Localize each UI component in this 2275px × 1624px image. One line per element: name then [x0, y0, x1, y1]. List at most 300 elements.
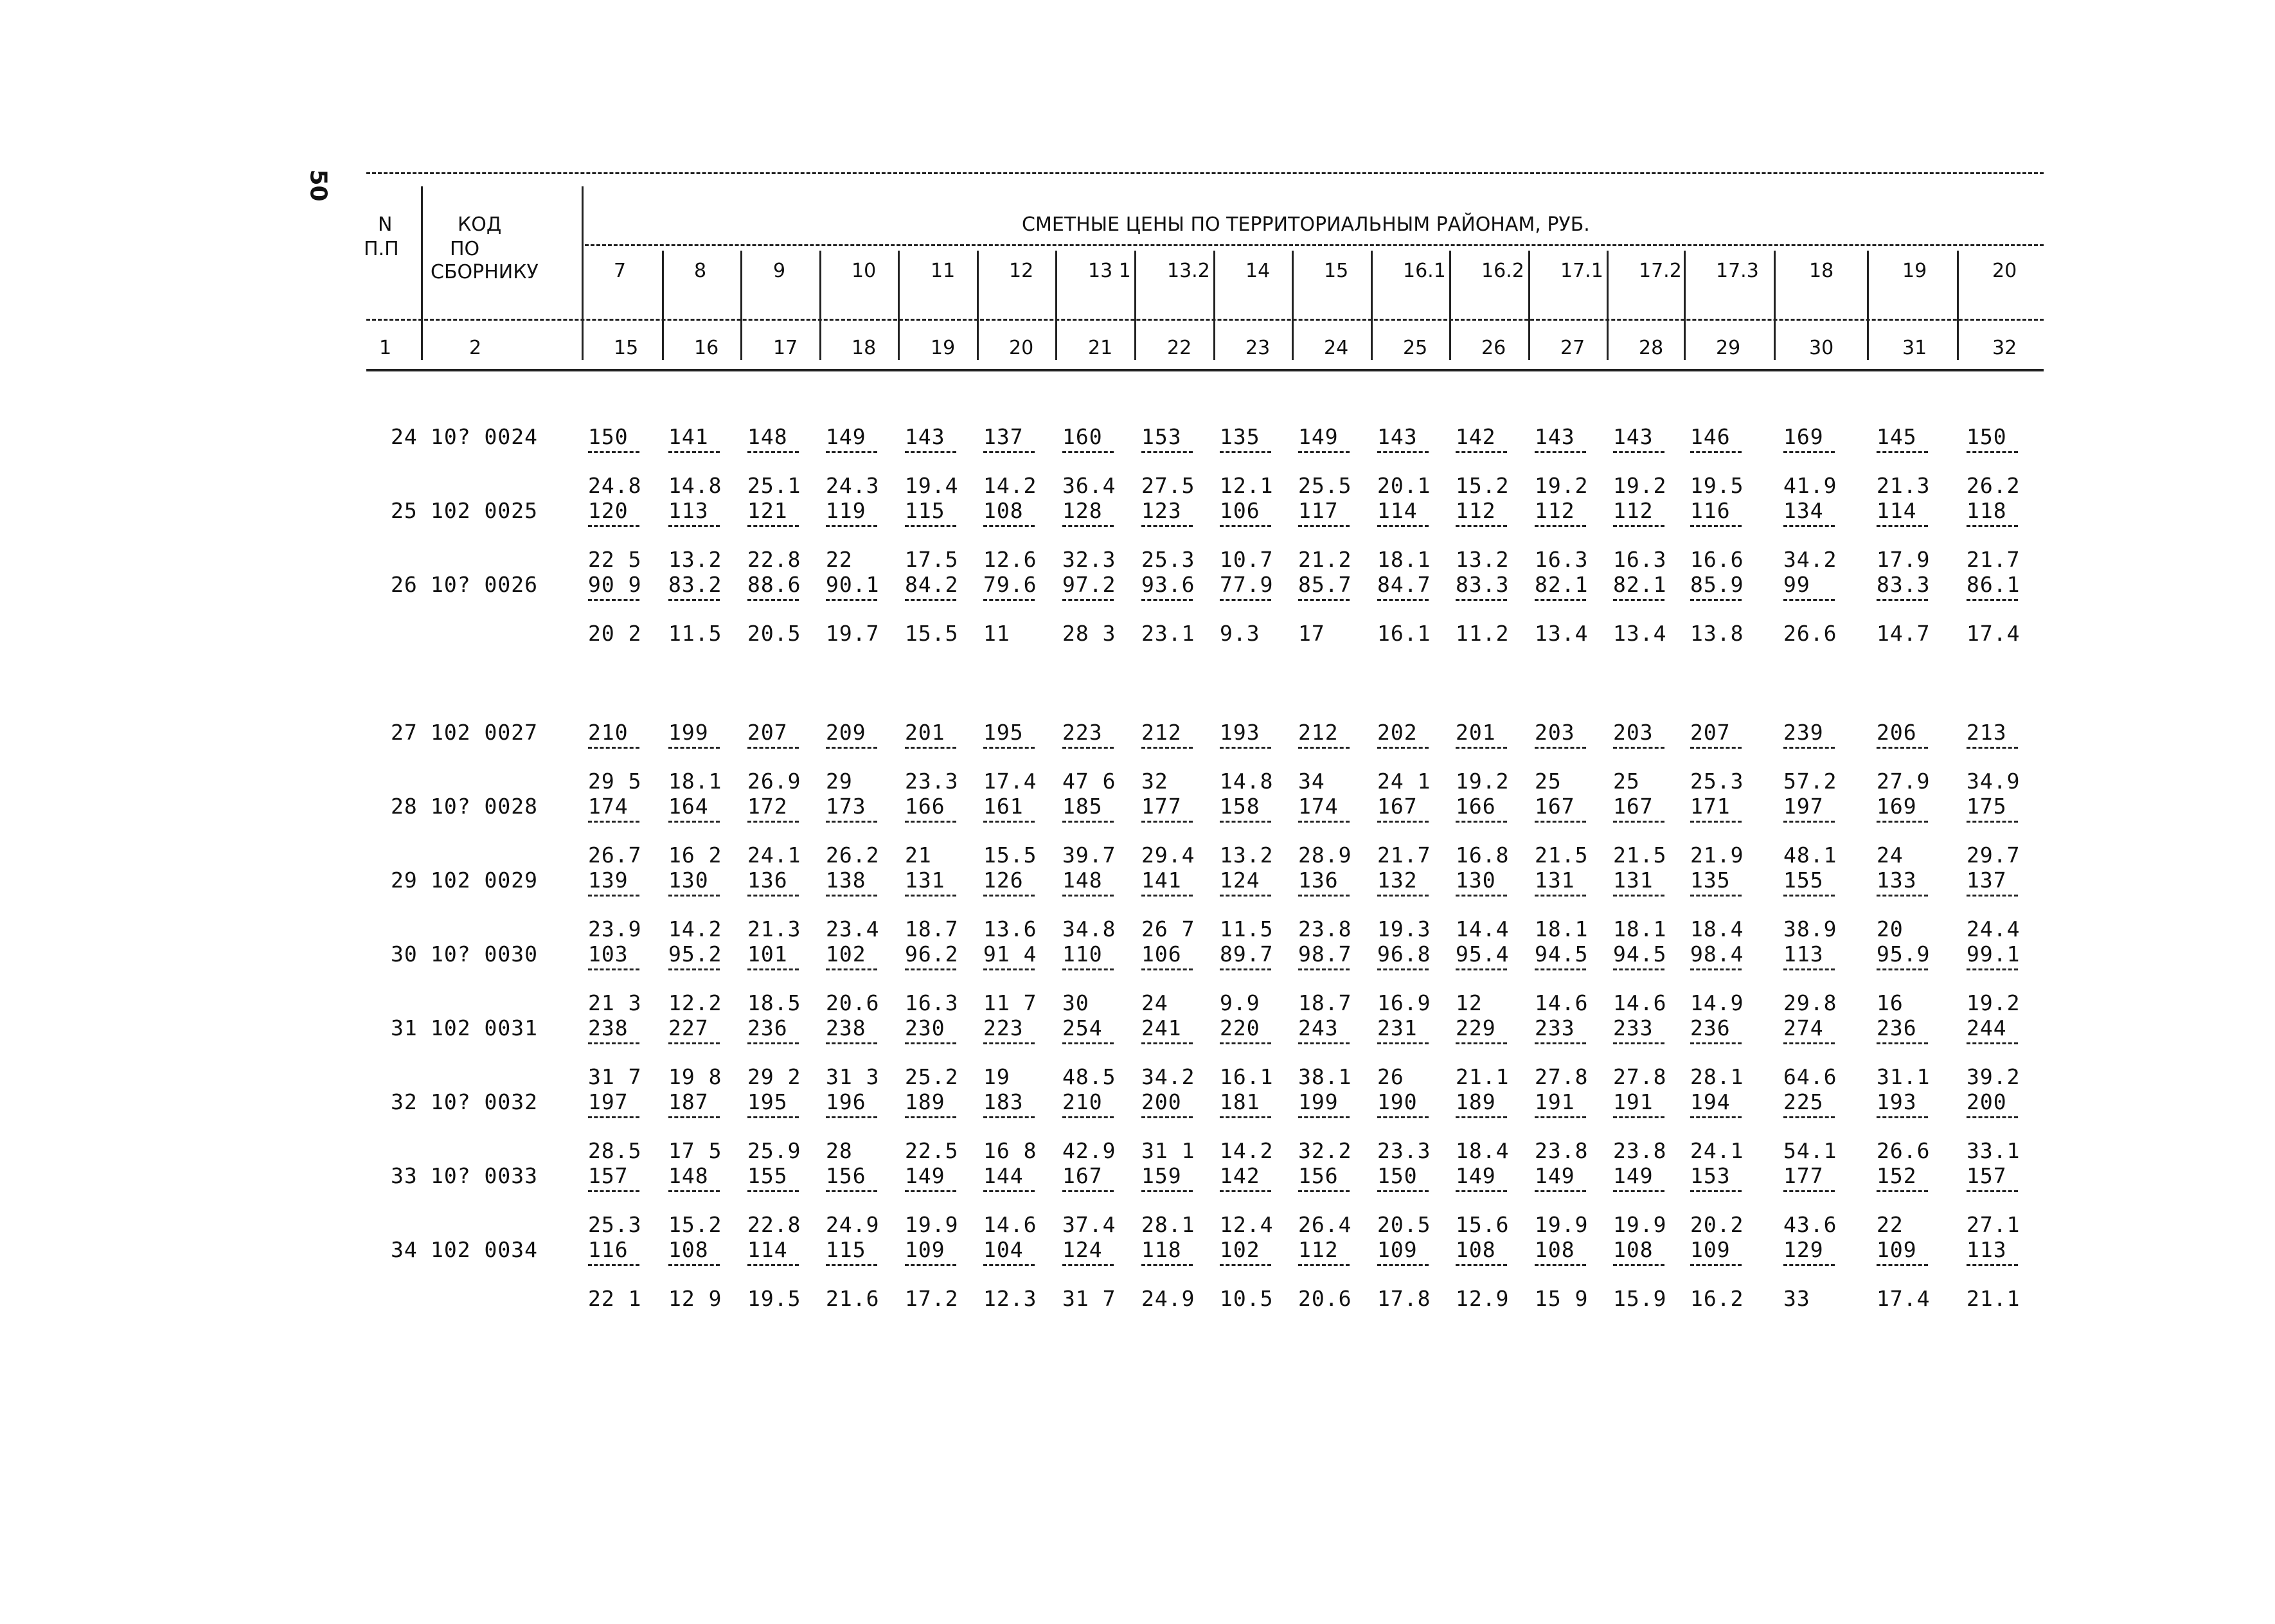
- price-wage-cell: 24.1: [1690, 1138, 1744, 1163]
- price-wage-cell: 19.5: [747, 1286, 801, 1311]
- price-total-cell: 149: [905, 1163, 945, 1188]
- price-wage-cell: 11.5: [1220, 916, 1274, 941]
- price-total-cell: 190: [1377, 1089, 1418, 1114]
- price-wage-cell: 11.5: [668, 621, 722, 646]
- column-number-cell: 32: [1992, 337, 2017, 359]
- price-total-cell: 150: [1967, 424, 2007, 449]
- price-total-cell: 243: [1298, 1015, 1339, 1040]
- price-total-cell: 96.8: [1377, 941, 1431, 967]
- price-wage-cell: 17 5: [668, 1138, 722, 1163]
- price-total-cell: 137: [983, 424, 1024, 449]
- fraction-dash: [747, 895, 799, 897]
- price-total-cell: 117: [1298, 498, 1339, 523]
- district-header-cell: 16.1: [1403, 260, 1446, 282]
- fraction-dash: [826, 599, 877, 601]
- price-wage-cell: 21.1: [1456, 1064, 1510, 1089]
- price-wage-cell: 29.7: [1967, 843, 2021, 868]
- price-total-cell: 169: [1783, 424, 1824, 449]
- price-wage-cell: 25: [1535, 769, 1562, 794]
- price-total-cell: 115: [826, 1237, 866, 1262]
- price-wage-cell: 29: [826, 769, 853, 794]
- fraction-dash: [1535, 1264, 1586, 1266]
- price-total-cell: 209: [826, 720, 866, 745]
- fraction-dash: [1690, 451, 1742, 453]
- price-wage-cell: 16.1: [1377, 621, 1431, 646]
- fraction-dash: [1298, 747, 1350, 749]
- price-wage-cell: 19.2: [1613, 473, 1667, 498]
- row-number: 24: [391, 424, 418, 449]
- price-wage-cell: 16.3: [1535, 547, 1589, 572]
- row-code: 102 0034: [431, 1237, 538, 1262]
- price-total-cell: 94.5: [1613, 941, 1667, 967]
- price-wage-cell: 21.5: [1613, 843, 1667, 868]
- header-mid-rule: [366, 319, 2044, 321]
- fraction-dash: [983, 1042, 1035, 1044]
- district-header-cell: 11: [931, 260, 956, 282]
- fraction-dash: [1141, 968, 1193, 970]
- fraction-dash: [1877, 1116, 1928, 1118]
- price-total-cell: 104: [983, 1237, 1024, 1262]
- fraction-dash: [1783, 747, 1835, 749]
- price-wage-cell: 21 3: [588, 990, 642, 1015]
- price-total-cell: 95.9: [1877, 941, 1931, 967]
- price-wage-cell: 20.2: [1690, 1212, 1744, 1237]
- price-total-cell: 135: [1220, 424, 1260, 449]
- price-wage-cell: 24.8: [588, 473, 642, 498]
- price-total-cell: 150: [588, 424, 629, 449]
- price-total-cell: 225: [1783, 1089, 1824, 1114]
- row-number: 28: [391, 794, 418, 819]
- price-total-cell: 123: [1141, 498, 1182, 523]
- price-total-cell: 108: [1535, 1237, 1575, 1262]
- price-wage-cell: 14.7: [1877, 621, 1931, 646]
- price-total-cell: 156: [826, 1163, 866, 1188]
- fraction-dash: [1783, 821, 1835, 823]
- fraction-dash: [1783, 1116, 1835, 1118]
- header-column-divider: [1774, 251, 1776, 360]
- fraction-dash: [1141, 599, 1193, 601]
- price-wage-cell: 24 1: [1377, 769, 1431, 794]
- fraction-dash: [1613, 968, 1664, 970]
- price-total-cell: 141: [668, 424, 709, 449]
- column-number-cell: 25: [1403, 337, 1428, 359]
- row-code: 10? 0033: [431, 1163, 538, 1188]
- header-column-divider: [421, 186, 423, 360]
- fraction-dash: [1877, 895, 1928, 897]
- fraction-dash: [1062, 525, 1114, 527]
- fraction-dash: [1535, 451, 1586, 453]
- price-total-cell: 197: [588, 1089, 629, 1114]
- fraction-dash: [588, 895, 639, 897]
- price-total-cell: 82.1: [1535, 572, 1589, 597]
- column-number-cell: 29: [1716, 337, 1741, 359]
- price-wage-cell: 31 3: [826, 1064, 880, 1089]
- price-wage-cell: 21.3: [1877, 473, 1931, 498]
- price-total-cell: 206: [1877, 720, 1917, 745]
- fraction-dash: [1613, 821, 1664, 823]
- fraction-dash: [1783, 451, 1835, 453]
- fraction-dash: [1613, 525, 1664, 527]
- fraction-dash: [1967, 821, 2018, 823]
- price-total-cell: 148: [1062, 868, 1103, 893]
- price-total-cell: 90.1: [826, 572, 880, 597]
- price-total-cell: 112: [1535, 498, 1575, 523]
- price-wage-cell: 24: [1141, 990, 1168, 1015]
- price-total-cell: 128: [1062, 498, 1103, 523]
- price-total-cell: 233: [1535, 1015, 1575, 1040]
- price-total-cell: 98.7: [1298, 941, 1352, 967]
- price-wage-cell: 23.3: [905, 769, 959, 794]
- price-total-cell: 191: [1535, 1089, 1575, 1114]
- price-total-cell: 126: [983, 868, 1024, 893]
- price-total-cell: 193: [1220, 720, 1260, 745]
- fraction-dash: [1967, 968, 2018, 970]
- price-total-cell: 124: [1062, 1237, 1103, 1262]
- price-total-cell: 120: [588, 498, 629, 523]
- price-total-cell: 227: [668, 1015, 709, 1040]
- row-number: 31: [391, 1015, 418, 1040]
- price-wage-cell: 12.3: [983, 1286, 1037, 1311]
- price-wage-cell: 15.2: [668, 1212, 722, 1237]
- price-wage-cell: 19.2: [1967, 990, 2021, 1015]
- price-total-cell: 138: [826, 868, 866, 893]
- district-header-cell: 7: [614, 260, 627, 282]
- price-wage-cell: 23.8: [1298, 916, 1352, 941]
- price-wage-cell: 14.6: [983, 1212, 1037, 1237]
- price-wage-cell: 38.9: [1783, 916, 1837, 941]
- price-wage-cell: 17.4: [1877, 1286, 1931, 1311]
- district-header-cell: 16.2: [1481, 260, 1524, 282]
- fraction-dash: [1141, 1042, 1193, 1044]
- fraction-dash: [826, 821, 877, 823]
- price-wage-cell: 25.1: [747, 473, 801, 498]
- fraction-dash: [1298, 1264, 1350, 1266]
- price-total-cell: 177: [1783, 1163, 1824, 1188]
- district-header-cell: 20: [1992, 260, 2017, 282]
- col-num-1: 1: [379, 337, 392, 359]
- fraction-dash: [1456, 451, 1507, 453]
- price-wage-cell: 48.5: [1062, 1064, 1116, 1089]
- column-number-cell: 21: [1088, 337, 1113, 359]
- price-total-cell: 143: [1377, 424, 1418, 449]
- header-column-divider: [1449, 251, 1451, 360]
- price-wage-cell: 21.2: [1298, 547, 1352, 572]
- fraction-dash: [1877, 1042, 1928, 1044]
- fraction-dash: [1298, 1042, 1350, 1044]
- price-total-cell: 114: [1377, 498, 1418, 523]
- price-total-cell: 152: [1877, 1163, 1917, 1188]
- row-number: 26: [391, 572, 418, 597]
- row-code: 10? 0032: [431, 1089, 538, 1114]
- price-total-cell: 175: [1967, 794, 2007, 819]
- price-total-cell: 131: [1613, 868, 1654, 893]
- price-wage-cell: 14.2: [1220, 1138, 1274, 1163]
- fraction-dash: [1613, 451, 1664, 453]
- price-wage-cell: 29.4: [1141, 843, 1195, 868]
- fraction-dash: [1456, 1190, 1507, 1192]
- price-wage-cell: 26: [1377, 1064, 1404, 1089]
- fraction-dash: [1877, 821, 1928, 823]
- fraction-dash: [983, 451, 1035, 453]
- fraction-dash: [826, 747, 877, 749]
- price-total-cell: 109: [1377, 1237, 1418, 1262]
- price-total-cell: 236: [1690, 1015, 1731, 1040]
- fraction-dash: [747, 525, 799, 527]
- price-total-cell: 86.1: [1967, 572, 2021, 597]
- fraction-dash: [668, 747, 720, 749]
- price-wage-cell: 31 7: [1062, 1286, 1116, 1311]
- fraction-dash: [1456, 821, 1507, 823]
- price-total-cell: 85.9: [1690, 572, 1744, 597]
- price-total-cell: 193: [1877, 1089, 1917, 1114]
- fraction-dash: [983, 1190, 1035, 1192]
- price-wage-cell: 14.2: [668, 916, 722, 941]
- fraction-dash: [1062, 895, 1114, 897]
- price-total-cell: 116: [1690, 498, 1731, 523]
- fraction-dash: [1690, 1116, 1742, 1118]
- row-number: 30: [391, 941, 418, 967]
- fraction-dash: [905, 747, 956, 749]
- district-header-cell: 9: [773, 260, 786, 282]
- header-column-divider: [662, 251, 664, 360]
- price-total-cell: 149: [1298, 424, 1339, 449]
- fraction-dash: [1613, 1190, 1664, 1192]
- price-wage-cell: 17.4: [1967, 621, 2021, 646]
- price-total-cell: 103: [588, 941, 629, 967]
- price-total-cell: 236: [747, 1015, 788, 1040]
- price-wage-cell: 32.2: [1298, 1138, 1352, 1163]
- fraction-dash: [747, 1264, 799, 1266]
- price-total-cell: 133: [1877, 868, 1917, 893]
- price-total-cell: 114: [747, 1237, 788, 1262]
- fraction-dash: [1377, 1042, 1429, 1044]
- fraction-dash: [1220, 599, 1271, 601]
- price-wage-cell: 11 7: [983, 990, 1037, 1015]
- district-header-cell: 15: [1324, 260, 1349, 282]
- price-wage-cell: 36.4: [1062, 473, 1116, 498]
- fraction-dash: [983, 747, 1035, 749]
- row-number: 27: [391, 720, 418, 745]
- district-header-cell: 8: [694, 260, 707, 282]
- price-total-cell: 143: [905, 424, 945, 449]
- fraction-dash: [1377, 821, 1429, 823]
- fraction-dash: [1220, 968, 1271, 970]
- price-wage-cell: 17.2: [905, 1286, 959, 1311]
- price-wage-cell: 48.1: [1783, 843, 1837, 868]
- price-wage-cell: 14.6: [1613, 990, 1667, 1015]
- price-wage-cell: 15.2: [1456, 473, 1510, 498]
- fraction-dash: [1535, 895, 1586, 897]
- fraction-dash: [983, 1264, 1035, 1266]
- price-wage-cell: 12: [1456, 990, 1483, 1015]
- row-number: 34: [391, 1237, 418, 1262]
- price-wage-cell: 13.6: [983, 916, 1037, 941]
- fraction-dash: [668, 968, 720, 970]
- fraction-dash: [1298, 1190, 1350, 1192]
- price-wage-cell: 23.8: [1613, 1138, 1667, 1163]
- price-total-cell: 98.4: [1690, 941, 1744, 967]
- price-wage-cell: 17: [1298, 621, 1325, 646]
- price-total-cell: 99: [1783, 572, 1810, 597]
- fraction-dash: [1062, 1264, 1114, 1266]
- fraction-dash: [1456, 599, 1507, 601]
- price-total-cell: 207: [747, 720, 788, 745]
- price-wage-cell: 25.9: [747, 1138, 801, 1163]
- price-total-cell: 108: [1456, 1237, 1496, 1262]
- fraction-dash: [588, 1190, 639, 1192]
- fraction-dash: [1062, 1042, 1114, 1044]
- col-num-2: 2: [469, 337, 482, 359]
- price-wage-cell: 24.4: [1967, 916, 2021, 941]
- price-wage-cell: 16.1: [1220, 1064, 1274, 1089]
- fraction-dash: [1690, 1190, 1742, 1192]
- price-total-cell: 164: [668, 794, 709, 819]
- fraction-dash: [1298, 1116, 1350, 1118]
- price-wage-cell: 15.6: [1456, 1212, 1510, 1237]
- price-wage-cell: 12.9: [1456, 1286, 1510, 1311]
- fraction-dash: [747, 1190, 799, 1192]
- price-wage-cell: 12.6: [983, 547, 1037, 572]
- price-total-cell: 112: [1298, 1237, 1339, 1262]
- price-wage-cell: 25.3: [588, 1212, 642, 1237]
- price-wage-cell: 16.6: [1690, 547, 1744, 572]
- price-wage-cell: 26.7: [588, 843, 642, 868]
- col-code-header-3: СБОРНИКУ: [431, 261, 539, 283]
- fraction-dash: [1220, 451, 1271, 453]
- price-wage-cell: 17.4: [983, 769, 1037, 794]
- price-wage-cell: 9.9: [1220, 990, 1260, 1015]
- column-number-cell: 27: [1560, 337, 1585, 359]
- fraction-dash: [1535, 747, 1586, 749]
- row-code: 10? 0030: [431, 941, 538, 967]
- fraction-dash: [1220, 1190, 1271, 1192]
- price-total-cell: 113: [1783, 941, 1824, 967]
- fraction-dash: [1062, 1116, 1114, 1118]
- price-wage-cell: 28.1: [1690, 1064, 1744, 1089]
- price-wage-cell: 19.5: [1690, 473, 1744, 498]
- price-wage-cell: 24.9: [826, 1212, 880, 1237]
- fraction-dash: [1967, 1264, 2018, 1266]
- price-total-cell: 230: [905, 1015, 945, 1040]
- price-total-cell: 93.6: [1141, 572, 1195, 597]
- price-total-cell: 90 9: [588, 572, 642, 597]
- fraction-dash: [588, 1042, 639, 1044]
- price-total-cell: 155: [1783, 868, 1824, 893]
- price-total-cell: 145: [1877, 424, 1917, 449]
- price-wage-cell: 20.6: [826, 990, 880, 1015]
- fraction-dash: [1141, 821, 1193, 823]
- price-total-cell: 238: [826, 1015, 866, 1040]
- fraction-dash: [588, 599, 639, 601]
- price-total-cell: 130: [1456, 868, 1496, 893]
- price-wage-cell: 29 5: [588, 769, 642, 794]
- price-wage-cell: 24.1: [747, 843, 801, 868]
- price-total-cell: 183: [983, 1089, 1024, 1114]
- price-wage-cell: 26.2: [1967, 473, 2021, 498]
- price-wage-cell: 16.2: [1690, 1286, 1744, 1311]
- price-wage-cell: 21.1: [1967, 1286, 2021, 1311]
- page-number: 50: [305, 169, 332, 202]
- price-wage-cell: 27.1: [1967, 1212, 2021, 1237]
- fraction-dash: [1456, 525, 1507, 527]
- price-total-cell: 108: [668, 1237, 709, 1262]
- price-total-cell: 210: [1062, 1089, 1103, 1114]
- fraction-dash: [1535, 1190, 1586, 1192]
- price-wage-cell: 21.7: [1377, 843, 1431, 868]
- price-wage-cell: 22 5: [588, 547, 642, 572]
- fraction-dash: [1877, 599, 1928, 601]
- price-total-cell: 102: [1220, 1237, 1260, 1262]
- fraction-dash: [1220, 1116, 1271, 1118]
- price-total-cell: 239: [1783, 720, 1824, 745]
- price-wage-cell: 39.2: [1967, 1064, 2021, 1089]
- price-total-cell: 202: [1377, 720, 1418, 745]
- district-header-cell: 13 1: [1088, 260, 1131, 282]
- price-wage-cell: 12.2: [668, 990, 722, 1015]
- price-wage-cell: 16 8: [983, 1138, 1037, 1163]
- price-wage-cell: 20.1: [1377, 473, 1431, 498]
- fraction-dash: [1220, 747, 1271, 749]
- column-number-cell: 20: [1009, 337, 1034, 359]
- price-total-cell: 167: [1377, 794, 1418, 819]
- price-total-cell: 203: [1613, 720, 1654, 745]
- price-wage-cell: 15.5: [983, 843, 1037, 868]
- price-wage-cell: 18.7: [905, 916, 959, 941]
- district-header-cell: 18: [1809, 260, 1834, 282]
- price-total-cell: 157: [1967, 1163, 2007, 1188]
- price-wage-cell: 14.6: [1535, 990, 1589, 1015]
- price-wage-cell: 11: [983, 621, 1010, 646]
- price-wage-cell: 17.5: [905, 547, 959, 572]
- price-total-cell: 149: [1456, 1163, 1496, 1188]
- fraction-dash: [1877, 968, 1928, 970]
- price-wage-cell: 26.9: [747, 769, 801, 794]
- price-total-cell: 201: [1456, 720, 1496, 745]
- fraction-dash: [1298, 599, 1350, 601]
- price-total-cell: 108: [1613, 1237, 1654, 1262]
- price-wage-cell: 25.2: [905, 1064, 959, 1089]
- price-wage-cell: 27.8: [1535, 1064, 1589, 1089]
- price-total-cell: 106: [1220, 498, 1260, 523]
- price-total-cell: 200: [1967, 1089, 2007, 1114]
- price-total-cell: 148: [668, 1163, 709, 1188]
- price-total-cell: 130: [668, 868, 709, 893]
- fraction-dash: [1613, 599, 1664, 601]
- price-total-cell: 254: [1062, 1015, 1103, 1040]
- fraction-dash: [1535, 1116, 1586, 1118]
- fraction-dash: [747, 599, 799, 601]
- price-wage-cell: 31 7: [588, 1064, 642, 1089]
- row-code: 102 0029: [431, 868, 538, 893]
- district-header-cell: 13.2: [1167, 260, 1210, 282]
- price-wage-cell: 13.4: [1613, 621, 1667, 646]
- fraction-dash: [1690, 1042, 1742, 1044]
- column-number-cell: 26: [1481, 337, 1506, 359]
- fraction-dash: [1141, 747, 1193, 749]
- price-wage-cell: 18.1: [668, 769, 722, 794]
- fraction-dash: [826, 1116, 877, 1118]
- fraction-dash: [1690, 1264, 1742, 1266]
- price-wage-cell: 33.1: [1967, 1138, 2021, 1163]
- price-wage-cell: 22: [826, 547, 853, 572]
- price-wage-cell: 12.1: [1220, 473, 1274, 498]
- price-total-cell: 274: [1783, 1015, 1824, 1040]
- fraction-dash: [1690, 525, 1742, 527]
- header-column-divider: [1528, 251, 1530, 360]
- price-wage-cell: 17.9: [1877, 547, 1931, 572]
- fraction-dash: [1062, 1190, 1114, 1192]
- fraction-dash: [588, 821, 639, 823]
